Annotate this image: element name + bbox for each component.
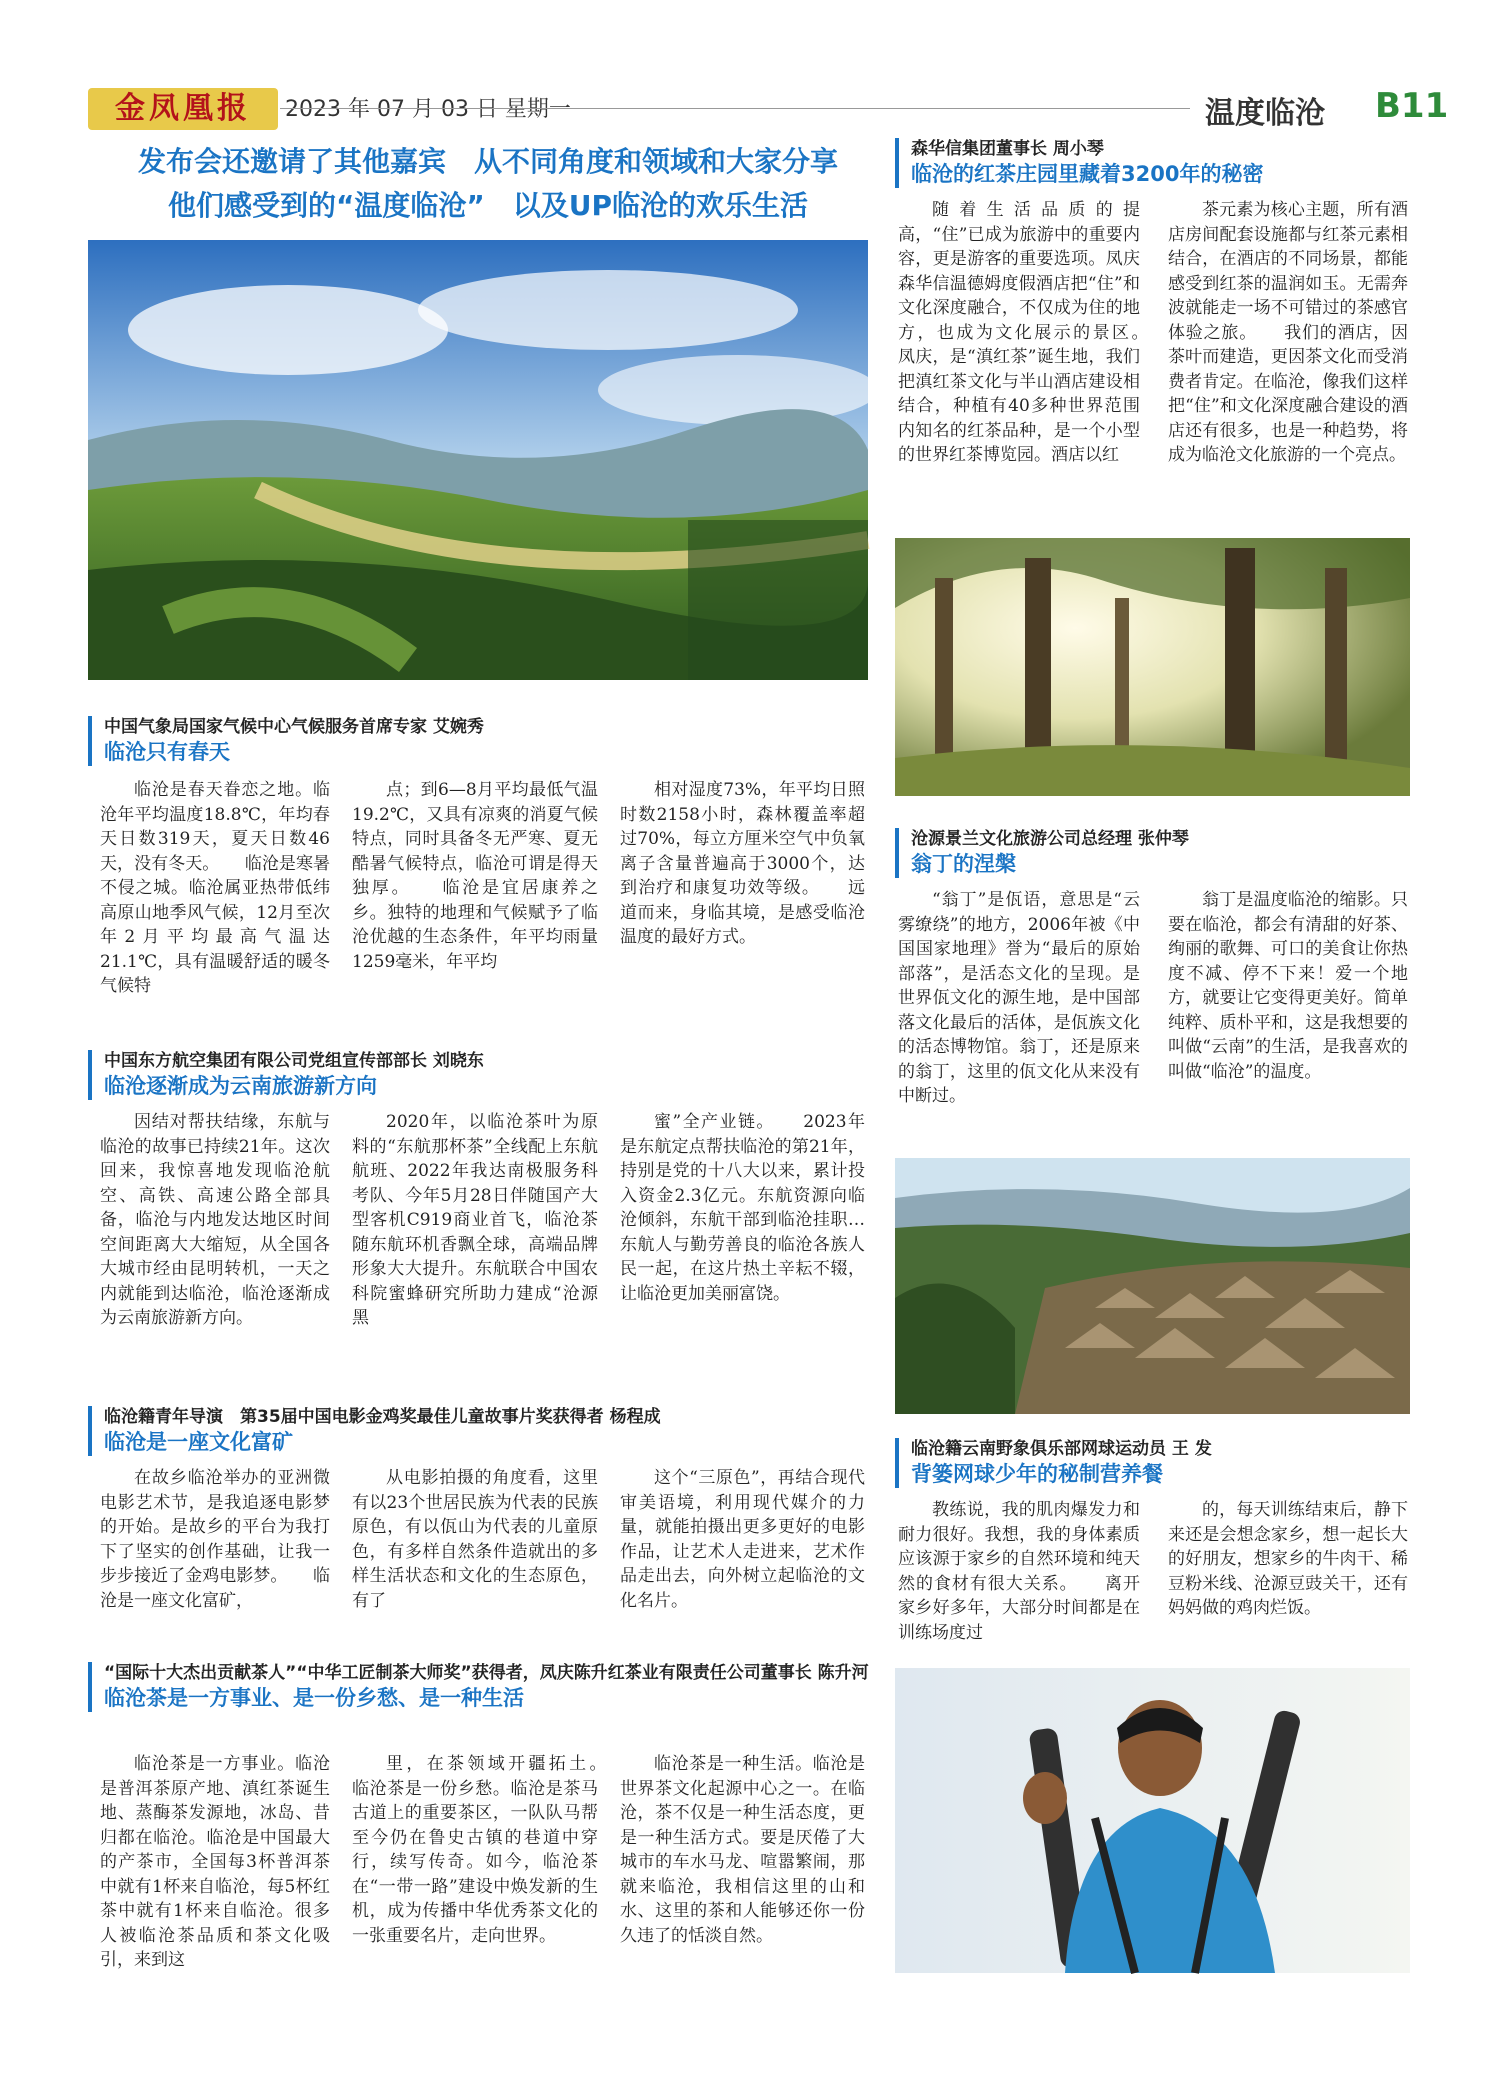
article-chen-col3: 临沧茶是一种生活。临沧是世界茶文化起源中心之一。在临沧，茶不仅是一种生活态度，更是一种生活方式。要是厌倦了大城市的车水马龙、喧嚣繁闹，那就来临沧，我相信这里的山和水、这里的茶和人能够还你一份久违了的恬淡自然。 [620, 1754, 865, 1946]
article-liu-col3: 蜜”全产业链。 2023年是东航定点帮扶临沧的第21年，持别是党的十八大以来，累计投入资金2.3亿元。东航资源向临沧倾斜，东航干部到临沧挂职…东航人与勤劳善良的临沧各族人民一起，在这片热土辛耘不辍，让临沧更加美丽富饶。 [620, 1112, 865, 1304]
article-yang-header [88, 1406, 874, 1456]
article-chen-col2: 里，在茶领域开疆拓土。 临沧茶是一份乡愁。临沧是茶马古道上的重要茶区，一队队马帮至今仍在鲁史古镇的巷道中穿行，续写传奇。如今，临沧茶在“一带一路”建设中焕发新的生机，成为传播中华优秀茶文化的一张重要名片，走向世界。 [352, 1754, 632, 1946]
article-title: 临沧茶是一方事业、是一份乡愁、是一种生活 [104, 1686, 524, 1710]
masthead-rule [280, 108, 1190, 109]
main-headline-line2: 他们感受到的“温度临沧” 以及UP临沧的欢乐生活 [167, 189, 809, 222]
article-ai-header [88, 716, 874, 766]
article-title: 背篓网球少年的秘制营养餐 [911, 1462, 1163, 1486]
page-number: B11 [1375, 86, 1449, 126]
article-yang-col2: 从电影拍摄的角度看，这里有以23个世居民族为代表的民族原色，有以佤山为代表的儿童原色，有多样自然条件造就出的多样生活状态和文化的生态原色，有了 [352, 1468, 598, 1611]
article-ai-col3: 相对湿度73%，年平均日照时数2158小时，森林覆盖率超过70%，每立方厘米空气中负氧离子含量普遍高于3000个，达到治疗和康复功效等级。 远道而来，身临其境，是感受临沧温度的最好方式。 [620, 780, 865, 947]
article-byline: 沧源景兰文化旅游公司总经理 张仲琴 [911, 829, 1189, 849]
article-liu-col1: 因结对帮扶结缘，东航与临沧的故事已持续21年。这次回来，我惊喜地发现临沧航空、高铁、高速公路全部具备，临沧与内地发达地区时间空间距离大大缩短，从全国各大城市经由昆明转机，一天之内就能到达临沧，临沧逐渐成为云南旅游新方向。 [100, 1112, 330, 1328]
article-title: 临沧只有春天 [104, 740, 230, 764]
article-liu-header [88, 1050, 874, 1100]
article-yang-col1: 在故乡临沧举办的亚洲微电影艺术节，是我追逐电影梦的开始。是故乡的平台为我打下了坚实的创作基础，让我一步步接近了金鸡电影梦。 临沧是一座文化富矿， [100, 1468, 330, 1611]
article-ai-col2: 点；到6—8月平均最低气温19.2℃，又具有凉爽的消夏气候特点，同时具备冬无严寒、夏无酷暑气候特点，临沧可谓是得天独厚。 临沧是宜居康养之乡。独特的地理和气候赋予了临沧优越的生态条件，年平均雨量1259毫米，年平均 [352, 780, 598, 972]
article-title: 临沧逐渐成为云南旅游新方向 [104, 1074, 377, 1098]
section-title: 温度临沧 [1205, 96, 1325, 131]
landscape-valley-photo [88, 240, 868, 680]
article-zhou-header [895, 138, 1421, 188]
article-byline: 中国气象局国家气候中心气候服务首席专家 艾婉秀 [104, 717, 484, 737]
article-wang-header [895, 1438, 1421, 1488]
article-ai-col1: 临沧是春天眷恋之地。临沧年平均温度18.8℃，年均春天日数319天，夏天日数46天，没有冬天。 临沧是寒暑不侵之城。临沧属亚热带低纬高原山地季风气候，12月至次年2月平均最高气温达21.1℃，具有温暖舒适的暖冬气候特 [100, 780, 330, 996]
article-byline: 中国东方航空集团有限公司党组宣传部部长 刘晓东 [104, 1051, 484, 1071]
article-byline: “国际十大杰出贡献茶人”“中华工匠制茶大师奖”获得者，凤庆陈升红茶业有限责任公司董事长 陈升河 [104, 1663, 869, 1683]
article-chen-col1: 临沧茶是一方事业。临沧是普洱茶原产地、滇红茶诞生地、蒸酶茶发源地，冰岛、昔归都在临沧。临沧是中国最大的产茶市，全国每3杯普洱茶中就有1杯来自临沧，每5杯红茶中就有1杯来自临沧。很多人被临沧茶品质和茶文化吸引，来到这 [100, 1754, 330, 1970]
forest-photo [895, 538, 1410, 796]
article-title: 临沧的红茶庄园里藏着3200年的秘密 [911, 162, 1264, 186]
article-title: 临沧是一座文化富矿 [104, 1430, 293, 1454]
article-byline: 森华信集团董事长 周小琴 [911, 139, 1104, 159]
village-photo [895, 1158, 1410, 1414]
article-yang-col3: 这个“三原色”，再结合现代审美语境，利用现代媒介的力量，就能拍摄出更多更好的电影作品，让艺术人走进来，艺术作品走出去，向外树立起临沧的文化名片。 [620, 1468, 865, 1611]
article-zhou-col1: 随着生活品质的提高，“住”已成为旅游中的重要内容，更是游客的重要选项。凤庆森华信温德姆度假酒店把“住”和文化深度融合，不仅成为住的地方，也成为文化展示的景区。 凤庆，是“滇红茶”诞生地，我们把滇红茶文化与半山酒店建设相结合，种植有40多种世界范围内知名的红茶品种，是一个小型的世界红茶博览园。酒店以红 [898, 200, 1174, 465]
main-headline-line1: 发布会还邀请了其他嘉宾 从不同角度和领域和大家分享 [137, 145, 838, 178]
article-wang-col2: 的，每天训练结束后，静下来还是会想念家乡，想一起长大的好朋友，想家乡的牛肉干、稀豆粉米线、沧源豆豉关干，还有妈妈做的鸡肉烂饭。 [1168, 1500, 1408, 1618]
article-chen-header [88, 1662, 874, 1712]
article-zhou-col2: 茶元素为核心主题，所有酒店房间配套设施都与红茶元素相结合，在酒店的不同场景，都能感受到红茶的温润如玉。无需奔波就能走一场不可错过的茶感官体验之旅。 我们的酒店，因茶叶而建造，更因茶文化而受消费者肯定。在临沧，像我们这样把“住”和文化深度融合建设的酒店还有很多，也是一种趋势，将成为临沧文化旅游的一个亮点。 [1168, 200, 1408, 465]
article-liu-col2: 2020年，以临沧茶叶为原料的“东航那杯茶”全线配上东航航班、2022年我达南极服务科考队、今年5月28日伴随国产大型客机C919商业首飞，临沧茶随东航环机香飘全球，高端品牌形象大大提升。东航联合中国农科院蜜蜂研究所助力建成“沧源黑 [352, 1112, 598, 1328]
article-byline: 临沧籍青年导演 第35届中国电影金鸡奖最佳儿童故事片奖获得者 杨程成 [104, 1407, 661, 1427]
article-title: 翁丁的涅槃 [911, 852, 1016, 876]
article-zhang-col1: “翁丁”是佤语，意思是“云雾缭绕”的地方，2006年被《中国国家地理》誉为“最后的原始部落”，是活态文化的呈现。是世界佤文化的源生地，是中国部落文化最后的活体，是佤族文化的活态博物馆。翁丁，还是原来的翁丁，这里的佤文化从来没有中断过。 [898, 890, 1140, 1106]
newspaper-logo: 金凤凰报 [88, 88, 278, 130]
article-wang-col1: 教练说，我的肌肉爆发力和耐力很好。我想，我的身体素质应该源于家乡的自然环境和纯天然的食材有很大关系。 离开家乡好多年，大部分时间都是在训练场度过 [898, 1500, 1140, 1643]
article-zhang-col2: 翁丁是温度临沧的缩影。只要在临沧，都会有清甜的好茶、绚丽的歌舞、可口的美食让你热度不减、停不下来！爱一个地方，就要让它变得更美好。简单纯粹、质朴平和，这是我想要的叫做“云南”的生活，是我喜欢的叫做“临沧”的温度。 [1168, 890, 1408, 1082]
article-byline: 临沧籍云南野象俱乐部网球运动员 王 发 [911, 1439, 1212, 1459]
issue-date: 2023 年 07 月 03 日 星期一 [285, 97, 571, 122]
article-zhang-header [895, 828, 1421, 878]
tennis-player-photo [895, 1668, 1410, 1973]
